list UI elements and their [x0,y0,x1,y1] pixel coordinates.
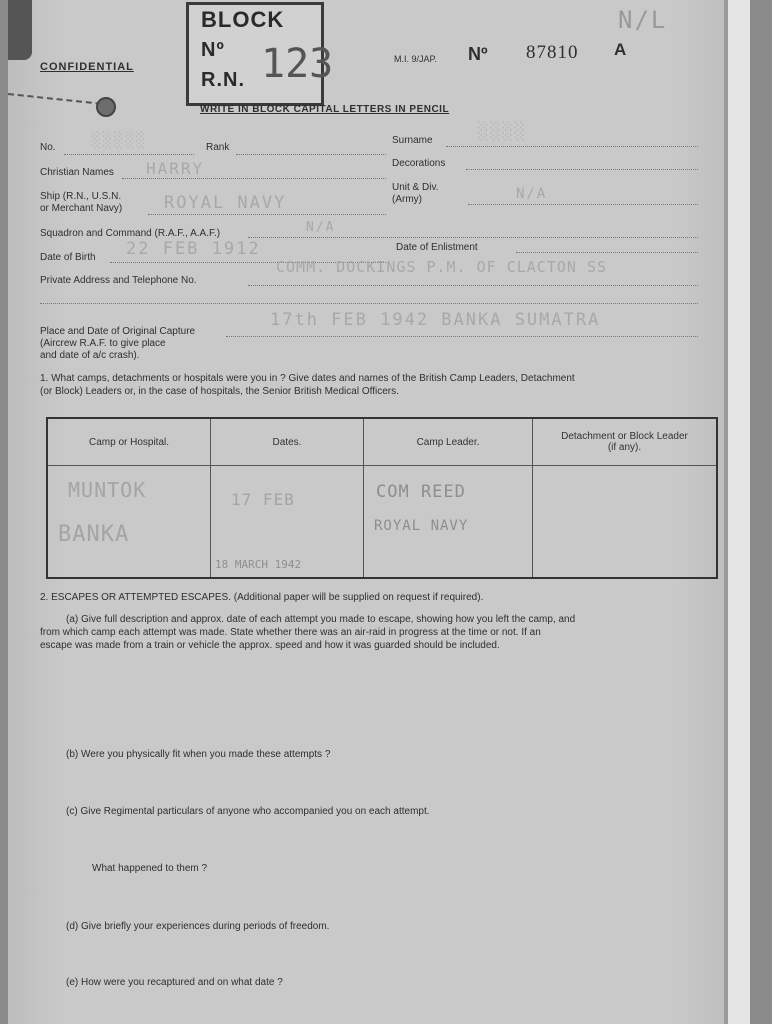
form-page [8,0,750,1024]
binder-clip [8,0,32,60]
surname-label: Surname [392,135,433,146]
dates-entry-2: 18 MARCH 1942 [215,558,302,571]
unit-value: N/A [516,186,548,202]
unit-label-2: (Army) [392,194,422,205]
stamp-handwritten-number: 123 [261,41,334,87]
question-2b: (b) Were you physically fit when you made these attempts ? [66,749,331,760]
cell-camp-leader [364,466,533,579]
ref-prefix: M.I. 9/JAP. [394,54,437,64]
confidential-label: CONFIDENTIAL [40,61,134,73]
squadron-label: Squadron and Command (R.A.F., A.A.F.) [40,228,221,239]
question-2-title: 2. ESCAPES OR ATTEMPTED ESCAPES. (Additional paper will be supplied on request if required). [40,592,484,603]
serial-no-label: Nº [468,44,488,64]
question-1-line-2: (or Block) Leaders or, in the case of hospitals, the Senior British Medical Officers. [40,386,399,397]
address-line-1 [248,285,698,286]
leader-entry-1: COM REED [376,482,466,502]
squadron-value: N/A [306,220,336,235]
pencil-instruction: WRITE IN BLOCK CAPITAL LETTERS IN PENCIL [200,104,450,115]
no-value-faint: ░░░░░ [92,131,148,149]
dob-label: Date of Birth [40,252,96,263]
capture-label-3: and date of a/c crash). [40,350,140,361]
no-label: No. [40,142,56,153]
no-line [64,154,194,155]
rank-line [236,154,386,155]
address-value: COMM. DOCKINGS P.M. OF CLACTON SS [276,258,608,276]
rank-label: Rank [206,142,230,153]
surname-line [446,146,698,147]
ship-label-1: Ship (R.N., U.S.N. [40,191,122,202]
stamp-block-word: BLOCK [201,7,285,32]
sheet-shadow [724,0,728,1024]
stamp-rn-mark: R.N. [201,69,245,91]
enlistment-label: Date of Enlistment [396,242,478,253]
camp-entry-1: MUNTOK [68,478,147,502]
header-detachment-leader: Detachment or Block Leader (if any). [533,418,718,466]
corner-handwritten-mark: N/L [618,6,668,34]
punch-hole [96,97,116,117]
address-label: Private Address and Telephone No. [40,275,197,286]
header-dates: Dates. [211,418,364,466]
ship-line [148,214,386,215]
underlying-sheet-edge [728,0,750,1024]
leader-entry-2: ROYAL NAVY [374,518,469,534]
capture-line [226,336,698,337]
block-stamp [186,2,334,106]
capture-label-2: (Aircrew R.A.F. to give place [40,338,166,349]
unit-label-1: Unit & Div. [392,182,439,193]
address-line-2 [40,303,698,304]
question-2e: (e) How were you recaptured and on what date ? [66,977,283,988]
capture-value: 17th FEB 1942 BANKA SUMATRA [270,310,601,330]
enlistment-line [516,252,698,253]
question-2a-line-3: escape was made from a train or vehicle the approx. speed and how it was guarded should be included. [40,640,500,651]
christian-names-line [122,178,386,179]
cell-detachment-leader [533,466,718,579]
stamp-no-mark: Nº [201,39,225,61]
capture-label-1: Place and Date of Original Capture [40,326,196,337]
question-2a-line-1: (a) Give full description and approx. date of each attempt you made to escape, showing how you left the camp, and [66,614,576,625]
question-2c: (c) Give Regimental particulars of anyone who accompanied you on each attempt. [66,806,430,817]
camp-entry-2: BANKA [58,522,130,547]
dates-entry-1: 17 FEB [231,490,295,509]
unit-line [468,204,698,205]
question-2d: (d) Give briefly your experiences during periods of freedom. [66,921,330,932]
header-camp-leader: Camp Leader. [364,418,533,466]
ship-value: ROYAL NAVY [164,193,287,213]
decorations-line [466,169,698,170]
cell-dates [211,466,364,579]
christian-names-label: Christian Names [40,167,114,178]
decorations-label: Decorations [392,158,446,169]
question-2a-line-2: from which camp each attempt was made. State whether there was an air-raid in progress at the time or not. If an [40,627,541,638]
serial-suffix: A [614,40,627,59]
camps-table [46,417,718,579]
surname-value-faint: ░░░░ [478,122,527,142]
question-2c-followup: What happened to them ? [92,863,208,874]
header-camp: Camp or Hospital. [47,418,211,466]
question-1-line-1: 1. What camps, detachments or hospitals were you in ? Give dates and names of the British Camp Leaders, Detachment [40,373,575,384]
dob-value: 22 FEB 1912 [126,239,261,259]
christian-names-value: HARRY [146,159,205,178]
tag-string [8,93,102,105]
cell-camp [47,466,211,579]
serial-number: 87810 [526,42,579,63]
ship-label-2: or Merchant Navy) [40,203,123,214]
squadron-line [248,237,698,238]
